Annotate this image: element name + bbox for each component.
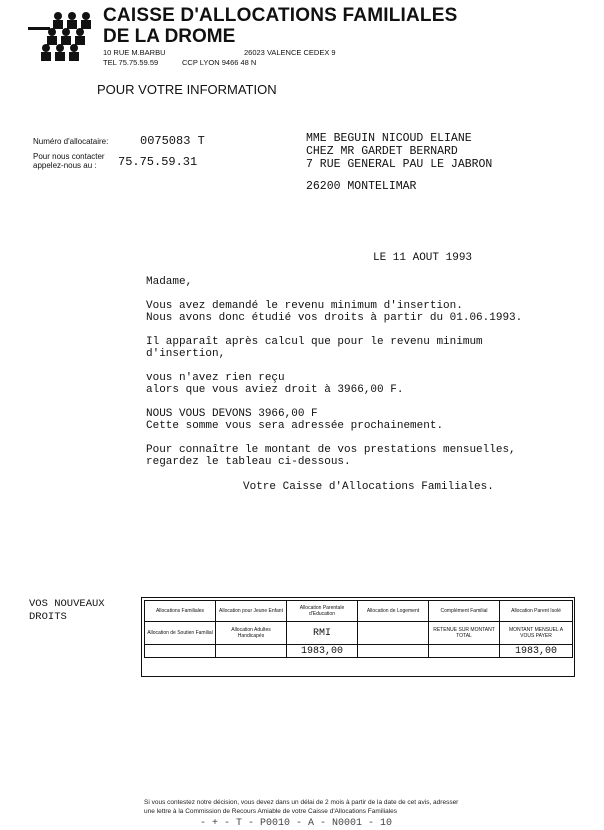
letter-p1-line2: Nous avons donc étudié vos droits à partir du 01.06.1993.	[146, 312, 523, 324]
header-cell	[358, 622, 429, 645]
header-cell: Allocations Familiales	[145, 601, 216, 622]
value-cell	[216, 645, 287, 658]
org-name-line1: CAISSE D'ALLOCATIONS FAMILIALES	[103, 5, 458, 26]
value-cell	[145, 645, 216, 658]
contact-label-line2: appelez-nous au :	[33, 161, 97, 170]
contact-label-line1: Pour nous contacter	[33, 152, 105, 161]
letter-p4-line2: Cette somme vous sera adressée prochainement.	[146, 420, 444, 432]
letter-p2-line2: d'insertion,	[146, 348, 226, 360]
org-telephone: TEL 75.75.59.59	[103, 58, 159, 67]
header-cell: Complément Familial	[429, 601, 500, 622]
caf-logo	[28, 10, 94, 62]
account-number-label: Numéro d'allocataire:	[33, 137, 109, 146]
org-ccp: CCP LYON 9466 48 N	[182, 58, 257, 67]
footer-line1: Si vous contestez notre décision, vous devez dans un délai de 2 mois à partir de la date de cet avis, adresser	[144, 799, 459, 806]
header-cell: Allocation Adultes Handicapés	[216, 622, 287, 645]
letter-signature: Votre Caisse d'Allocations Familiales.	[243, 481, 494, 493]
header-cell: Allocation de Logement	[358, 601, 429, 622]
letter-p5-line2: regardez le tableau ci-dessous.	[146, 456, 351, 468]
account-number-value: 0075083 T	[140, 134, 205, 148]
recipient-line4: 26200 MONTELIMAR	[306, 180, 417, 193]
org-address: 10 RUE M.BARBU	[103, 48, 166, 57]
org-city: 26023 VALENCE CEDEX 9	[244, 48, 336, 57]
header-cell: Allocation de Soutien Familial	[145, 622, 216, 645]
header-cell: MONTANT MENSUEL A VOUS PAYER	[500, 622, 573, 645]
header-cell: Allocation pour Jeune Enfant	[216, 601, 287, 622]
droits-values-row	[145, 645, 573, 658]
droits-label	[29, 598, 105, 624]
letter-p3-line1: vous n'avez rien reçu	[146, 372, 285, 384]
header-cell: Allocation Parent Isolé	[500, 601, 573, 622]
value-cell-total: 1983,00	[500, 645, 573, 658]
header-cell: RETENUE SUR MONTANT TOTAL	[429, 622, 500, 645]
letter-p2-line1: Il apparaît après calcul que pour le revenu minimum	[146, 336, 483, 348]
droits-header-row1	[145, 601, 573, 622]
letter-p1-line1: Vous avez demandé le revenu minimum d'insertion.	[146, 300, 463, 312]
droits-label-line1: VOS NOUVEAUX	[29, 598, 105, 610]
org-name-line2: DE LA DROME	[103, 26, 236, 47]
info-title: POUR VOTRE INFORMATION	[97, 82, 277, 97]
droits-header-row2	[145, 622, 573, 645]
header-cell: Allocation Parentale d'Education	[287, 601, 358, 622]
letter-p4-line1: NOUS VOUS DEVONS 3966,00 F	[146, 408, 318, 420]
recipient-line2: CHEZ MR GARDET BERNARD	[306, 145, 458, 158]
letter-salutation: Madame,	[146, 276, 193, 288]
letter-date: LE 11 AOUT 1993	[373, 252, 473, 264]
value-cell	[429, 645, 500, 658]
droits-label-line2: DROITS	[29, 611, 67, 623]
contact-phone-value: 75.75.59.31	[118, 155, 198, 169]
value-cell	[358, 645, 429, 658]
value-cell-rmi: 1983,00	[287, 645, 358, 658]
letter-p3-line2: alors que vous aviez droit à 3966,00 F.	[146, 384, 404, 396]
header-cell-rmi: RMI	[287, 622, 358, 645]
recipient-line3: 7 RUE GENERAL PAU LE JABRON	[306, 158, 493, 171]
footer-line3: - + - T - P0010 - A - N0001 - 10	[200, 818, 393, 829]
droits-table	[144, 600, 573, 658]
letter-p5-line1: Pour connaître le montant de vos prestations mensuelles,	[146, 444, 516, 456]
footer-line2: une lettre à la Commission de Recours Amiable de votre Caisse d'Allocations Familiales	[144, 808, 398, 815]
recipient-line1: MME BEGUIN NICOUD ELIANE	[306, 132, 472, 145]
